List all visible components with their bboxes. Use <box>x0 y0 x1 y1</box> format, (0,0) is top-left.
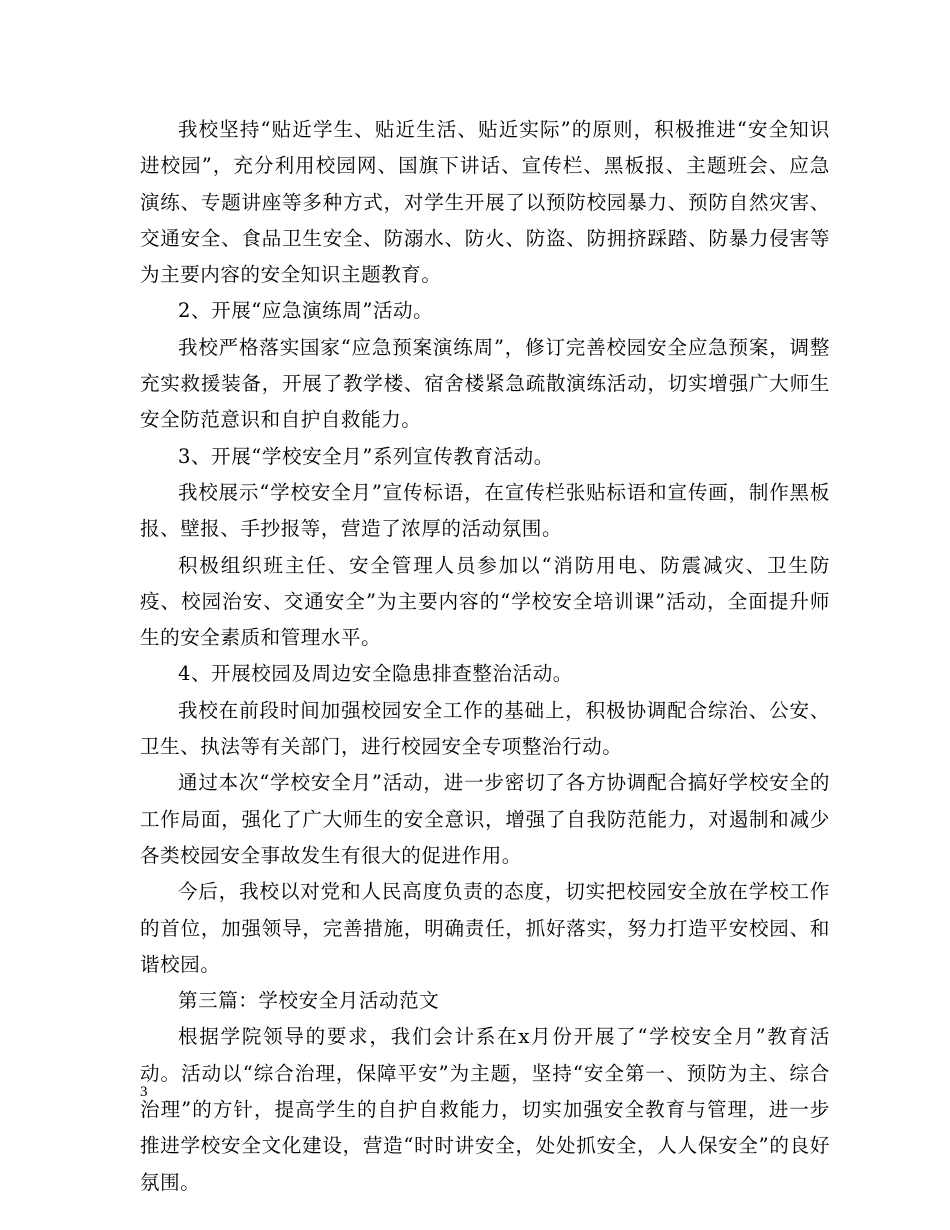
paragraph-future-plans: 今后，我校以对党和人民高度负责的态度，切实把校园安全放在学校工作的首位，加强领导，完善措施，明确责任，抓好落实，努力打造平安校园、和谐校园。 <box>140 880 830 976</box>
heading-hazard-inspection: 4、开展校园及周边安全隐患排查整治活动。 <box>178 662 573 686</box>
paragraph-accounting-dept-activity: 根据学院领导的要求，我们会计系在x月份开展了“学校安全月”教育活动。活动以“综合治理，保障平安”为主题，坚持“安全第一、预防为主、综合治理”的方针，提高学生的自护自救能力，切实加强安全教育与管理，进一步推进学校安全文化建设，营造“时时讲安全，处处抓安全，人人保安全”的良好氛围。 <box>140 1025 830 1194</box>
section-title-third-article: 第三篇：学校安全月活动范文 <box>178 989 440 1013</box>
paragraph-emergency-drill: 我校严格落实国家“应急预案演练周”，修订完善校园安全应急预案，调整充实救援装备，开展了教学楼、宿舍楼紧急疏散演练活动，切实增强广大师生安全防范意识和自护自救能力。 <box>140 335 830 432</box>
paragraph-safety-slogans: 我校展示“学校安全月”宣传标语，在宣传栏张贴标语和宣传画，制作黑板报、壁报、手抄报等，营造了浓厚的活动氛围。 <box>140 480 830 541</box>
document-body <box>140 112 830 1201</box>
paragraph-safety-training: 积极组织班主任、安全管理人员参加以“消防用电、防震减灾、卫生防疫、校园治安、交通安全”为主要内容的“学校安全培训课”活动，全面提升师生的安全素质和管理水平。 <box>140 553 830 650</box>
paragraph-hazard-inspection: 我校在前段时间加强校园安全工作的基础上，积极协调配合综治、公安、卫生、执法等有关部门，进行校园安全专项整治行动。 <box>140 698 830 759</box>
paragraph-campus-safety-education: 我校坚持“贴近学生、贴近生活、贴近实际”的原则，积极推进“安全知识进校园”，充分利用校园网、国旗下讲话、宣传栏、黑板报、主题班会、应急演练、专题讲座等多种方式，对学生开展了以预防校园暴力、预防自然灾害、交通安全、食品卫生安全、防溺水、防火、防盗、防拥挤踩踏、防暴力侵害等为主要内容的安全知识主题教育。 <box>140 118 830 287</box>
paragraph-activity-results: 通过本次“学校安全月”活动，进一步密切了各方协调配合搞好学校安全的工作局面，强化了广大师生的安全意识，增强了自我防范能力，对遏制和减少各类校园安全事故发生有很大的促进作用。 <box>140 771 830 867</box>
heading-emergency-drill-week: 2、开展“应急演练周”活动。 <box>178 299 434 323</box>
page-number: 3 <box>140 1084 148 1100</box>
heading-safety-month-publicity: 3、开展“学校安全月”系列宣传教育活动。 <box>178 444 554 468</box>
